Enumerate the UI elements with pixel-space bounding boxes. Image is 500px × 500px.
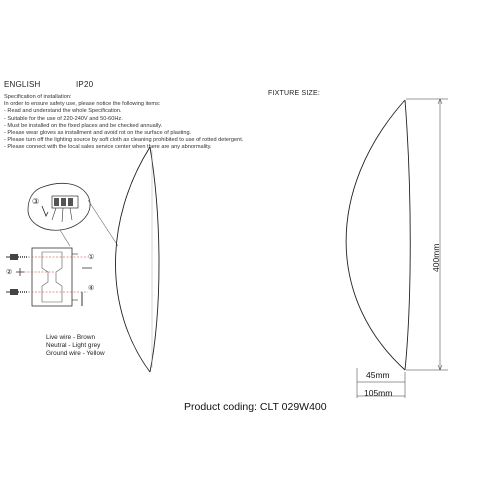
terminal-block-magnifier — [28, 183, 118, 246]
height-dimension: 400mm — [431, 243, 441, 272]
ip-rating: IP20 — [76, 80, 94, 89]
language-heading: ENGLISH — [4, 80, 41, 89]
neutral-wire-label: Neutral - Light grey — [46, 342, 101, 349]
spec-item: - Must be installed on the fixed places and be checked annually. — [4, 122, 163, 129]
product-coding: Product coding: CLT 029W400 — [184, 401, 327, 413]
spec-item: - Please wear gloves as installment and avoid rot on the surface of plasting. — [4, 130, 192, 137]
wire-legend — [46, 334, 105, 358]
mounting-bracket — [32, 248, 78, 306]
fixture-size-label: FIXTURE SIZE: — [268, 90, 320, 97]
spec-item: - Read and understand the whole Specification. — [4, 108, 122, 115]
width-dimension: 105mm — [364, 388, 393, 398]
ground-wire-label: Ground wire - Yellow — [46, 350, 105, 357]
spec-item: - Suitable for the use of 220-240V and 50-60Hz. — [4, 115, 123, 122]
spec-title: Specification of installation: — [4, 94, 72, 100]
spec-intro: In order to ensure safety use, please notice the following items: — [4, 101, 161, 108]
screw-top — [6, 254, 88, 260]
callout-3: ③ — [32, 197, 40, 206]
live-wire-label: Live wire - Brown — [46, 334, 96, 341]
spec-item: - Please connect with the local sales service center when there are any abnormality. — [4, 144, 212, 151]
callout-2: ② — [6, 269, 13, 276]
lamp-side-profile — [116, 147, 160, 372]
callout-4: ④ — [88, 285, 95, 292]
callout-1: ① — [88, 254, 95, 261]
depth-dimension: 45mm — [366, 370, 390, 380]
spec-item: - Please turn off the lighting source by soft cloth as cleaning prohibited to use of rotted detergent. — [4, 137, 244, 144]
screw-bottom — [6, 289, 88, 295]
